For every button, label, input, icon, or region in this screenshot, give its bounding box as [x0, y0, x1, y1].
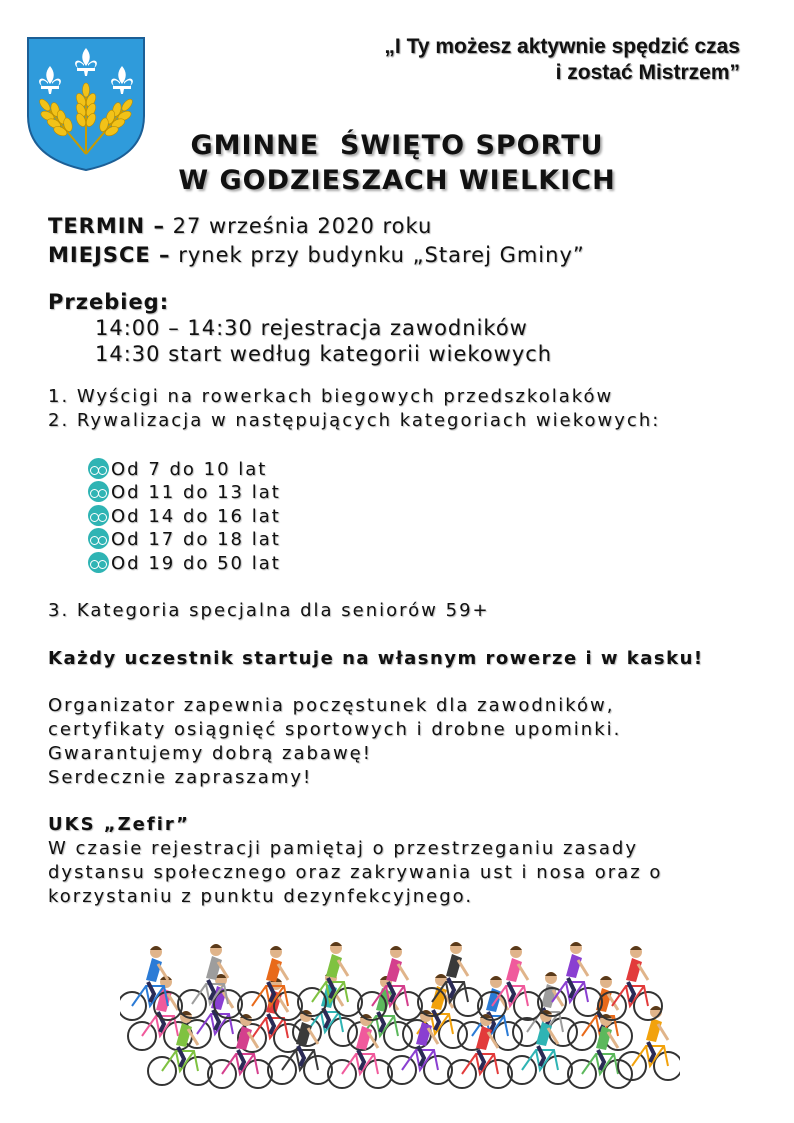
termin-label: TERMIN – [48, 214, 165, 238]
termin-value: 27 września 2020 roku [164, 214, 433, 238]
miejsce-value: rynek przy budynku „Starej Gminy” [170, 243, 585, 267]
list-item-2: 2. Rywalizacja w następujących kategoriach wiekowych: [48, 410, 661, 431]
category-label: Od 19 do 50 lat [111, 553, 281, 574]
list-item-1: 1. Wyścigi na rowerkach biegowych przedszkolaków [48, 386, 614, 407]
cyclist-figure [358, 946, 422, 1020]
category-label: Od 7 do 10 lat [111, 459, 268, 480]
bicycle-bullet-icon [88, 528, 109, 549]
cyclist-figure [618, 1006, 680, 1080]
bicycle-bullet-icon [88, 458, 109, 479]
category-item [88, 528, 281, 550]
organizer-line-1: Organizator zapewnia poczęstunek dla zawodników, [48, 695, 615, 716]
bicycle-bullet-icon [88, 552, 109, 573]
category-item [88, 458, 267, 480]
helmet-notice: Każdy uczestnik startuje na własnym rowerze i w kasku! [48, 648, 704, 669]
category-label: Od 17 do 18 lat [111, 529, 281, 550]
category-item [88, 481, 281, 503]
slogan [384, 34, 740, 86]
list-item-3: 3. Kategoria specjalna dla seniorów 59+ [48, 600, 490, 621]
page-title [0, 128, 794, 198]
cyclists-illustration [120, 900, 680, 1100]
miejsce-label: MIEJSCE – [48, 243, 171, 267]
termin-line [48, 214, 432, 238]
organizer-line-3: Gwarantujemy dobrą zabawę! [48, 743, 372, 764]
title-line-1: GMINNE ŚWIĘTO SPORTU [190, 130, 604, 161]
bicycle-bullet-icon [88, 505, 109, 526]
category-label: Od 11 do 13 lat [111, 482, 281, 503]
slogan-line-1: „I Ty możesz aktywnie spędzić czas [384, 35, 740, 58]
miejsce-line [48, 243, 585, 267]
bicycle-bullet-icon [88, 481, 109, 502]
covid-line-3: korzystaniu z punktu dezynfekcyjnego. [48, 886, 474, 907]
przebieg-label: Przebieg: [48, 290, 170, 314]
category-item [88, 552, 281, 574]
organizer-line-2: certyfikaty osiągnięć sportowych i drobne upominki. [48, 719, 622, 740]
covid-line-2: dystansu społecznego oraz zakrywania ust i nosa oraz o [48, 862, 663, 883]
club-name: UKS „Zefir” [48, 814, 190, 835]
organizer-line-4: Serdecznie zapraszamy! [48, 767, 313, 788]
covid-line-1: W czasie rejestracji pamiętaj o przestrzeganiu zasady [48, 838, 638, 859]
przebieg-line-1: 14:00 – 14:30 rejestracja zawodników [95, 316, 528, 340]
category-label: Od 14 do 16 lat [111, 506, 281, 527]
title-line-2: W GODZIESZACH WIELKICH [178, 165, 616, 196]
przebieg-line-2: 14:30 start według kategorii wiekowych [95, 342, 553, 366]
slogan-line-2: i zostać Mistrzem” [555, 61, 740, 84]
category-item [88, 505, 281, 527]
cyclist-figure [120, 946, 182, 1020]
